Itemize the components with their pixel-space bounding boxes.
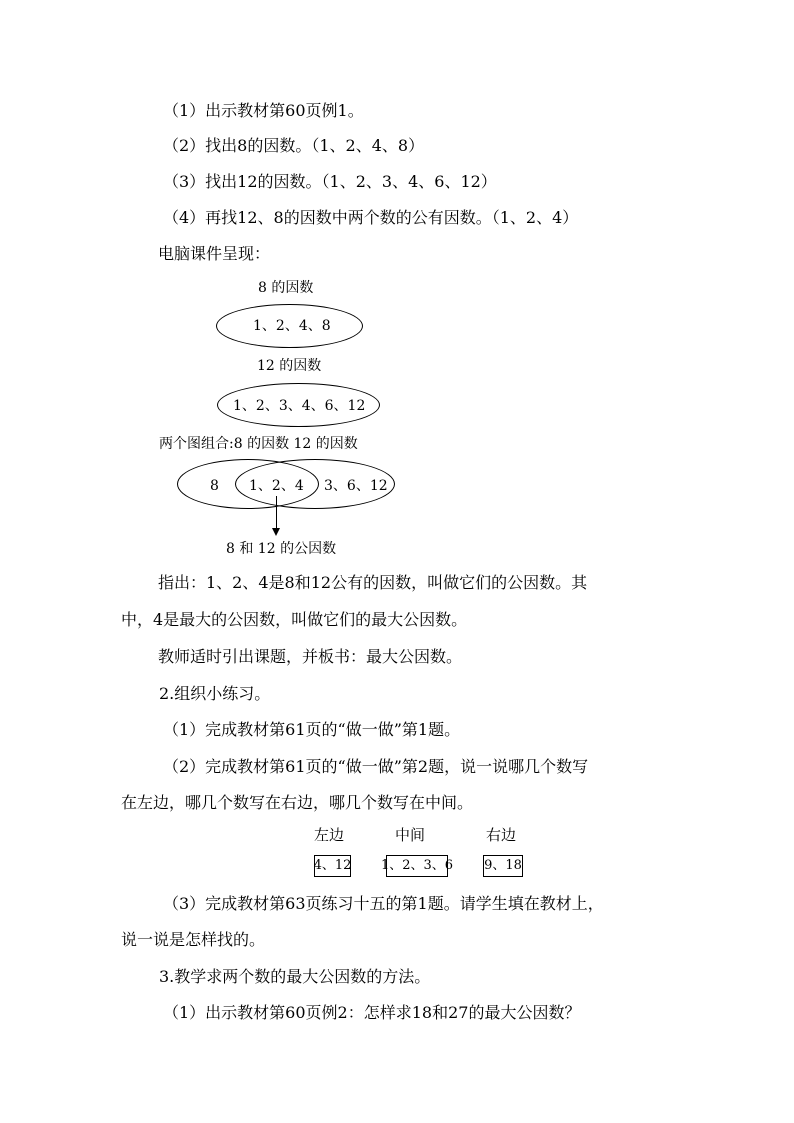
set8-values: 1、2、4、8	[253, 318, 331, 334]
paragraph-practice-3a: （3）完成教材第63页练习十五的第1题。请学生填在教材上，	[163, 894, 604, 913]
venn-caption: 8 和 12 的公因数	[226, 541, 337, 557]
middle-column-label: 中间	[395, 826, 426, 844]
paragraph-step-4: （4）再找12、8的因数中两个数的公有因数。（1、2、4）	[163, 208, 579, 227]
combine-label: 两个图组合:8 的因数 12 的因数	[159, 436, 358, 452]
venn-middle-values: 1、2、4	[249, 478, 304, 494]
set8-label: 8 的因数	[258, 280, 314, 296]
paragraph-step-1: （1）出示教材第60页例1。	[163, 101, 364, 120]
set12-values: 1、2、3、4、6、12	[233, 398, 366, 414]
paragraph-point-out-2: 中，4是最大的公因数，叫做它们的最大公因数。	[121, 610, 468, 629]
paragraph-point-out-1: 指出：1、2、4是8和12公有的因数，叫做它们的公因数。其	[158, 573, 588, 592]
right-box: 9、18	[483, 855, 523, 877]
heading-method: 3.教学求两个数的最大公因数的方法。	[159, 967, 431, 986]
paragraph-practice-2a: （2）完成教材第61页的“做一做”第2题，说一说哪几个数写	[163, 757, 589, 776]
venn-arrow-line	[276, 496, 277, 530]
left-column-label: 左边	[314, 826, 345, 844]
paragraph-example-2: （1）出示教材第60页例2：怎样求18和27的最大公因数？	[163, 1003, 581, 1022]
venn-arrow-head-icon	[272, 528, 280, 536]
left-box: 4、12	[314, 855, 351, 877]
paragraph-practice-3b: 说一说是怎样找的。	[121, 930, 266, 949]
paragraph-step-3: （3）找出12的因数。（1、2、3、4、6、12）	[163, 172, 497, 191]
venn-left-values: 8	[210, 478, 219, 494]
heading-practice: 2.组织小练习。	[159, 684, 271, 703]
paragraph-courseware: 电脑课件呈现：	[158, 244, 271, 263]
paragraph-practice-1: （1）完成教材第61页的“做一做”第1题。	[163, 720, 461, 739]
paragraph-topic: 教师适时引出课题，并板书：最大公因数。	[158, 647, 463, 666]
paragraph-step-2: （2）找出8的因数。（1、2、4、8）	[163, 136, 425, 155]
venn-right-values: 3、6、12	[324, 478, 388, 494]
set12-label: 12 的因数	[257, 358, 322, 374]
paragraph-practice-2b: 在左边，哪几个数写在右边，哪几个数写在中间。	[121, 793, 474, 812]
right-column-label: 右边	[486, 826, 517, 844]
middle-box: 1、2、3、6	[386, 855, 448, 877]
